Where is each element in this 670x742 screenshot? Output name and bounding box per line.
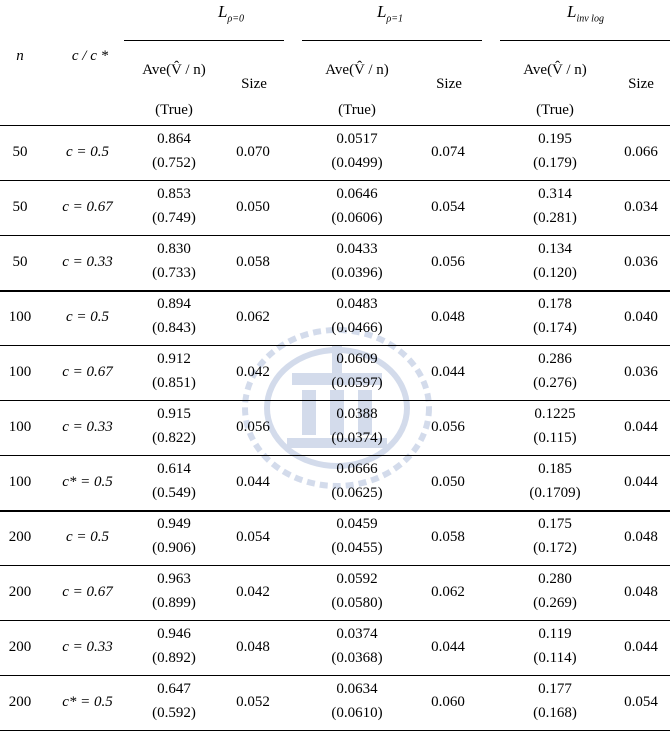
cell-ave-rho0: 0.946 bbox=[157, 626, 191, 642]
table-row bbox=[0, 455, 670, 510]
cell-ave-rho0: 0.614 bbox=[157, 461, 191, 477]
cell-ave-rho0: 0.864 bbox=[157, 131, 191, 147]
cell-size-rho1: 0.050 bbox=[431, 474, 465, 490]
cell-true-invlog: (0.281) bbox=[533, 210, 577, 226]
true-header-rho0: (True) bbox=[155, 102, 193, 118]
cell-true-rho1: (0.0597) bbox=[331, 375, 383, 391]
cell-ave-rho0: 0.830 bbox=[157, 241, 191, 257]
cell-ave-rho1: 0.0374 bbox=[336, 626, 378, 642]
cell-n: 50 bbox=[12, 199, 28, 215]
cell-true-rho0: (0.752) bbox=[152, 155, 196, 171]
cell-size-rho0: 0.054 bbox=[236, 529, 270, 545]
cell-true-rho0: (0.899) bbox=[152, 595, 196, 611]
cell-size-invlog: 0.034 bbox=[624, 199, 658, 215]
cell-true-rho0: (0.822) bbox=[152, 430, 196, 446]
cell-true-rho1: (0.0374) bbox=[331, 430, 383, 446]
table-row bbox=[0, 345, 670, 400]
cell-true-rho0: (0.906) bbox=[152, 540, 196, 556]
cell-ave-rho1: 0.0634 bbox=[336, 681, 378, 697]
cell-true-invlog: (0.276) bbox=[533, 375, 577, 391]
cell-true-rho1: (0.0466) bbox=[331, 320, 383, 336]
cell-size-rho1: 0.074 bbox=[431, 144, 465, 160]
cell-c: c = 0.67 bbox=[62, 584, 113, 600]
cell-c: c* = 0.5 bbox=[62, 694, 113, 710]
cell-size-rho0: 0.056 bbox=[236, 419, 270, 435]
cell-n: 100 bbox=[8, 419, 32, 435]
group-rule-rho1 bbox=[302, 40, 482, 41]
cell-size-rho1: 0.048 bbox=[431, 309, 465, 325]
cell-size-invlog: 0.044 bbox=[624, 639, 658, 655]
cell-ave-rho0: 0.949 bbox=[157, 516, 191, 532]
cell-true-rho0: (0.733) bbox=[152, 265, 196, 281]
cell-size-rho0: 0.070 bbox=[236, 144, 270, 160]
cell-true-rho1: (0.0455) bbox=[331, 540, 383, 556]
cell-true-invlog: (0.120) bbox=[533, 265, 577, 281]
cell-true-invlog: (0.269) bbox=[533, 595, 577, 611]
ave-header-invlog: Ave(V̂ / n) bbox=[523, 62, 587, 78]
cell-ave-rho1: 0.0592 bbox=[336, 571, 378, 587]
table-row bbox=[0, 565, 670, 620]
cell-size-rho1: 0.044 bbox=[431, 639, 465, 655]
table-row bbox=[0, 180, 670, 235]
table-row bbox=[0, 125, 670, 180]
cell-size-rho1: 0.056 bbox=[431, 419, 465, 435]
cell-ave-rho1: 0.0433 bbox=[336, 241, 378, 257]
cell-size-rho1: 0.058 bbox=[431, 529, 465, 545]
cell-size-invlog: 0.036 bbox=[624, 254, 658, 270]
table-row bbox=[0, 510, 670, 565]
cell-ave-rho0: 0.963 bbox=[157, 571, 191, 587]
cell-n: 200 bbox=[8, 584, 32, 600]
cell-ave-invlog: 0.314 bbox=[538, 186, 572, 202]
cell-n: 200 bbox=[8, 694, 32, 710]
cell-true-invlog: (0.1709) bbox=[529, 485, 581, 501]
cell-true-invlog: (0.114) bbox=[533, 650, 577, 666]
cell-ave-invlog: 0.175 bbox=[538, 516, 572, 532]
true-header-rho1: (True) bbox=[338, 102, 376, 118]
cell-true-rho0: (0.749) bbox=[152, 210, 196, 226]
cell-size-rho1: 0.062 bbox=[431, 584, 465, 600]
table-row bbox=[0, 620, 670, 675]
cell-size-rho1: 0.054 bbox=[431, 199, 465, 215]
cell-size-invlog: 0.054 bbox=[624, 694, 658, 710]
cell-ave-rho1: 0.0666 bbox=[336, 461, 378, 477]
cell-n: 200 bbox=[8, 639, 32, 655]
cell-true-invlog: (0.115) bbox=[533, 430, 577, 446]
cell-true-rho1: (0.0610) bbox=[331, 705, 383, 721]
cell-ave-invlog: 0.1225 bbox=[534, 406, 576, 422]
cell-ave-rho0: 0.647 bbox=[157, 681, 191, 697]
cell-true-rho1: (0.0606) bbox=[331, 210, 383, 226]
cell-ave-invlog: 0.280 bbox=[538, 571, 572, 587]
cell-true-rho1: (0.0580) bbox=[331, 595, 383, 611]
cell-ave-rho0: 0.912 bbox=[157, 351, 191, 367]
cell-ave-rho1: 0.0517 bbox=[336, 131, 378, 147]
cell-ave-invlog: 0.195 bbox=[538, 131, 572, 147]
size-header-rho0: Size bbox=[241, 76, 267, 92]
cell-size-invlog: 0.066 bbox=[624, 144, 658, 160]
cell-size-rho1: 0.060 bbox=[431, 694, 465, 710]
cell-ave-rho0: 0.853 bbox=[157, 186, 191, 202]
group-rule-invlog bbox=[500, 40, 670, 41]
cell-true-invlog: (0.172) bbox=[533, 540, 577, 556]
cell-n: 200 bbox=[8, 529, 32, 545]
cell-size-rho1: 0.056 bbox=[431, 254, 465, 270]
cell-ave-rho1: 0.0609 bbox=[336, 351, 378, 367]
cell-true-rho1: (0.0625) bbox=[331, 485, 383, 501]
cell-size-rho0: 0.052 bbox=[236, 694, 270, 710]
cell-size-invlog: 0.044 bbox=[624, 474, 658, 490]
cell-size-rho0: 0.050 bbox=[236, 199, 270, 215]
cell-n: 100 bbox=[8, 474, 32, 490]
cell-n: 50 bbox=[12, 254, 28, 270]
cell-size-rho0: 0.062 bbox=[236, 309, 270, 325]
table-row bbox=[0, 400, 670, 455]
cell-c: c = 0.67 bbox=[62, 199, 113, 215]
cell-ave-rho1: 0.0646 bbox=[336, 186, 378, 202]
cell-true-rho0: (0.592) bbox=[152, 705, 196, 721]
size-header-invlog: Size bbox=[628, 76, 654, 92]
cell-size-rho0: 0.042 bbox=[236, 584, 270, 600]
cell-c: c = 0.5 bbox=[65, 309, 110, 325]
cell-true-rho1: (0.0499) bbox=[331, 155, 383, 171]
table-row bbox=[0, 290, 670, 345]
cell-size-invlog: 0.040 bbox=[624, 309, 658, 325]
cell-size-invlog: 0.044 bbox=[624, 419, 658, 435]
cell-size-invlog: 0.048 bbox=[624, 529, 658, 545]
cell-true-rho0: (0.892) bbox=[152, 650, 196, 666]
n-column-header: n bbox=[16, 48, 24, 64]
cell-true-rho0: (0.843) bbox=[152, 320, 196, 336]
cell-n: 100 bbox=[8, 364, 32, 380]
cell-c: c = 0.67 bbox=[62, 364, 113, 380]
cell-ave-invlog: 0.178 bbox=[538, 296, 572, 312]
cell-ave-rho1: 0.0388 bbox=[336, 406, 378, 422]
ave-header-rho1: Ave(V̂ / n) bbox=[325, 62, 389, 78]
cell-ave-rho0: 0.894 bbox=[157, 296, 191, 312]
group-title-invlog: $L_{inv log}$ bbox=[567, 2, 604, 25]
cell-size-invlog: 0.048 bbox=[624, 584, 658, 600]
cell-ave-invlog: 0.185 bbox=[538, 461, 572, 477]
cell-true-invlog: (0.179) bbox=[533, 155, 577, 171]
cell-true-invlog: (0.168) bbox=[533, 705, 577, 721]
cell-n: 100 bbox=[8, 309, 32, 325]
cell-n: 50 bbox=[12, 144, 28, 160]
cell-size-rho0: 0.042 bbox=[236, 364, 270, 380]
cell-true-rho1: (0.0396) bbox=[331, 265, 383, 281]
cell-size-rho0: 0.048 bbox=[236, 639, 270, 655]
cell-size-rho1: 0.044 bbox=[431, 364, 465, 380]
cell-true-rho0: (0.549) bbox=[152, 485, 196, 501]
cell-true-invlog: (0.174) bbox=[533, 320, 577, 336]
row-rule bbox=[0, 730, 670, 731]
cell-c: c = 0.33 bbox=[62, 254, 113, 270]
group-rule-rho0 bbox=[124, 40, 284, 41]
ave-header-rho0: Ave(V̂ / n) bbox=[142, 62, 206, 78]
c-column-header: c / c * bbox=[71, 48, 109, 64]
cell-ave-invlog: 0.119 bbox=[538, 626, 572, 642]
table-row bbox=[0, 235, 670, 290]
cell-c: c = 0.33 bbox=[62, 419, 113, 435]
size-header-rho1: Size bbox=[436, 76, 462, 92]
cell-ave-rho0: 0.915 bbox=[157, 406, 191, 422]
cell-ave-rho1: 0.0459 bbox=[336, 516, 378, 532]
cell-ave-invlog: 0.177 bbox=[538, 681, 572, 697]
cell-ave-rho1: 0.0483 bbox=[336, 296, 378, 312]
cell-c: c = 0.33 bbox=[62, 639, 113, 655]
cell-c: c = 0.5 bbox=[65, 144, 110, 160]
cell-size-rho0: 0.058 bbox=[236, 254, 270, 270]
cell-size-invlog: 0.036 bbox=[624, 364, 658, 380]
table-row bbox=[0, 675, 670, 730]
cell-true-rho1: (0.0368) bbox=[331, 650, 383, 666]
cell-true-rho0: (0.851) bbox=[152, 375, 196, 391]
cell-c: c = 0.5 bbox=[65, 529, 110, 545]
cell-ave-invlog: 0.286 bbox=[538, 351, 572, 367]
group-title-rho0: $L_{\rho=0}$ bbox=[218, 2, 245, 25]
cell-c: c* = 0.5 bbox=[62, 474, 113, 490]
cell-ave-invlog: 0.134 bbox=[538, 241, 572, 257]
cell-size-rho0: 0.044 bbox=[236, 474, 270, 490]
true-header-invlog: (True) bbox=[536, 102, 574, 118]
group-title-rho1: $L_{\rho=1}$ bbox=[377, 2, 404, 25]
